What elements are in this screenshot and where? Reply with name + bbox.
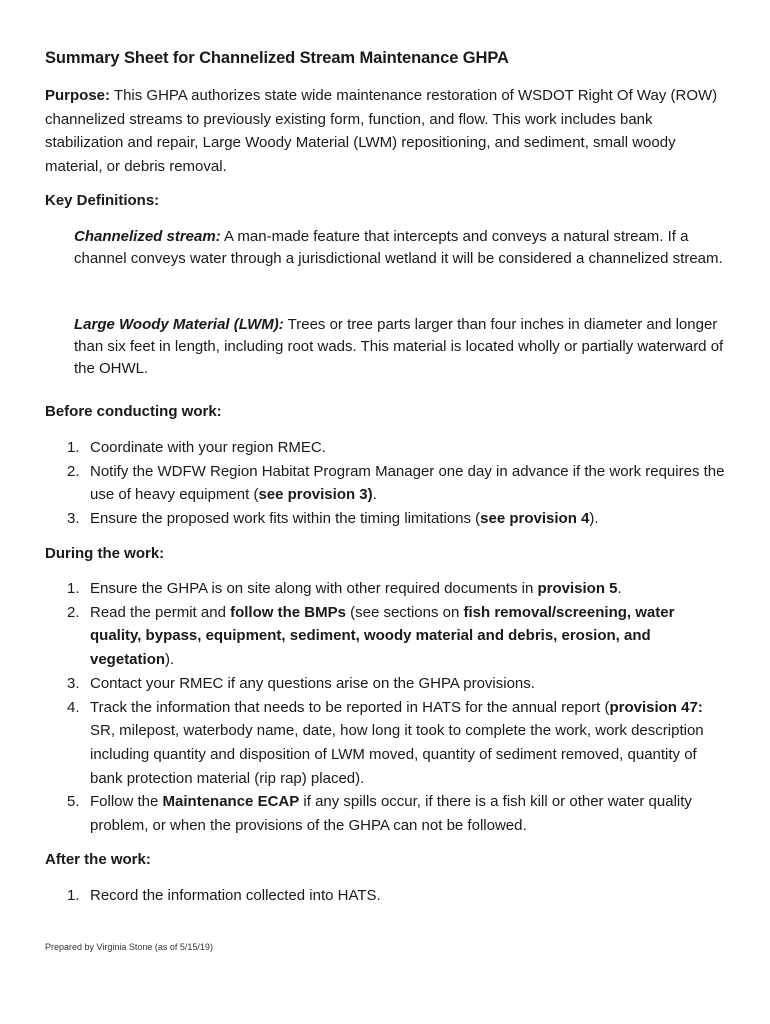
list-item: 1. Coordinate with your region RMEC. [67, 439, 326, 456]
before-work-list [45, 436, 725, 531]
after-work-list [45, 884, 725, 908]
channelized-definition: A man-made feature that intercepts and conveys a natural stream. If a channel conveys water through a jurisdictional wetland it will be considered a channelized stream. [74, 228, 723, 267]
definition-lwm [74, 314, 734, 380]
before-work-heading: Before conducting work: [45, 403, 222, 420]
channelized-term: Channelized stream: [74, 228, 221, 245]
definition-channelized-stream [74, 226, 734, 270]
page-title: Summary Sheet for Channelized Stream Maintenance GHPA [45, 49, 509, 67]
list-item: 1. Ensure the GHPA is on site along with other required documents in provision 5. [67, 580, 622, 597]
footer-note: Prepared by Virginia Stone (as of 5/15/19) [45, 942, 213, 952]
list-item: 2. Read the permit and follow the BMPs (see sections on fish removal/screening, water quality, bypass, equipment, sediment, woody material and debris, erosion, and vegetation). [67, 603, 675, 669]
list-item: 3. Ensure the proposed work fits within the timing limitations (see provision 4). [67, 510, 599, 528]
purpose-text: This GHPA authorizes state wide maintenance restoration of WSDOT Right Of Way (ROW) channelized streams to previously existing form, function, and flow. This work includes bank stabilization and repair, Large Woody Material (LWM) repositioning, and sediment, small woody material, or debris removal. [45, 87, 718, 175]
during-work-list [45, 577, 725, 838]
lwm-term: Large Woody Material (LWM): [74, 316, 284, 333]
key-definitions-heading: Key Definitions: [45, 192, 160, 209]
list-item: 4. Track the information that needs to be reported in HATS for the annual report (provision 47: SR, milepost, waterbody name, date, how long it took to complete the work, work description including quantity and disposition of LWM moved, quantity of sediment removed, quantity of bank protection material (rip rap) placed). [67, 698, 704, 787]
list-item: 3. Contact your RMEC if any questions arise on the GHPA provisions. [67, 674, 535, 692]
purpose-label: Purpose: [45, 87, 111, 104]
lwm-definition: Trees or tree parts larger than four inches in diameter and longer than six feet in length, including root wads. This material is located wholly or partially waterward of the OHWL. [74, 316, 724, 377]
after-work-heading: After the work: [45, 851, 151, 868]
list-item: 2. Notify the WDFW Region Habitat Program Manager one day in advance if the work requires the use of heavy equipment (see provision 3). [67, 462, 725, 504]
purpose-paragraph [45, 84, 735, 178]
list-item: 5. Follow the Maintenance ECAP if any spills occur, if there is a fish kill or other water quality problem, or when the provisions of the GHPA can not be followed. [67, 793, 692, 835]
during-work-heading: During the work: [45, 545, 165, 562]
list-item: 1. Record the information collected into HATS. [67, 887, 381, 904]
